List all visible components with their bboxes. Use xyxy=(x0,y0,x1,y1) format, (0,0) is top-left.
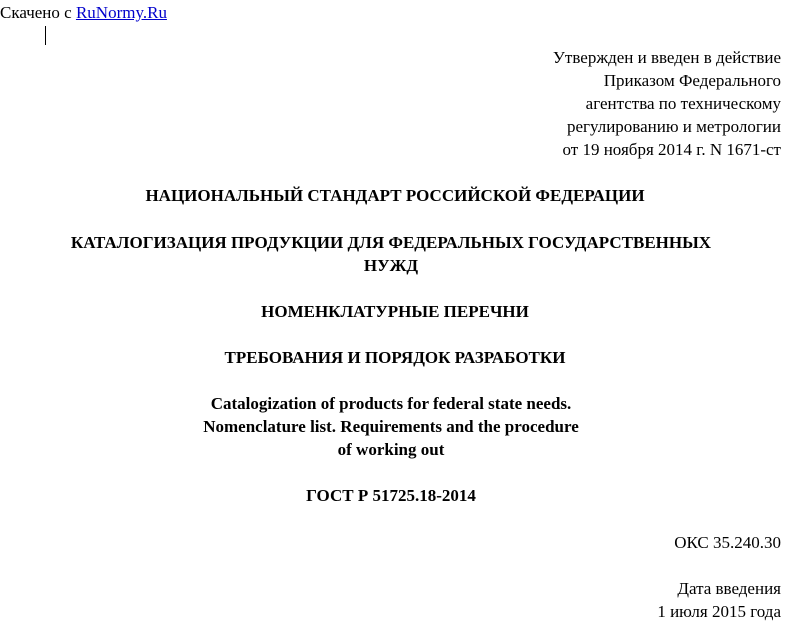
approval-line: Приказом Федерального xyxy=(603,71,781,90)
english-title-line: Catalogization of products for federal state needs. xyxy=(210,394,572,413)
english-title xyxy=(0,392,782,461)
source-line xyxy=(0,1,167,24)
source-prefix: Скачено с xyxy=(0,3,76,22)
english-title-line: of working out xyxy=(337,440,445,459)
introduction-date-value: 1 июля 2015 года xyxy=(657,602,781,621)
national-standard-heading: НАЦИОНАЛЬНЫЙ СТАНДАРТ РОССИЙСКОЙ ФЕДЕРАЦИИ xyxy=(145,186,645,205)
introduction-date-block xyxy=(657,577,781,623)
source-link[interactable]: RuNormy.Ru xyxy=(75,3,167,22)
catalog-heading-line: НУЖД xyxy=(363,256,419,275)
approval-line: Утвержден и введен в действие xyxy=(552,48,781,67)
approval-block xyxy=(553,46,781,161)
catalog-heading xyxy=(0,231,782,277)
nomenclature-heading: НОМЕНКЛАТУРНЫЕ ПЕРЕЧНИ xyxy=(261,302,529,321)
introduction-date-label: Дата введения xyxy=(677,579,781,598)
approval-line: агентства по техническому xyxy=(585,94,781,113)
english-title-line: Nomenclature list. Requirements and the procedure xyxy=(203,417,579,436)
text-cursor xyxy=(45,26,46,45)
approval-line: от 19 ноября 2014 г. N 1671-ст xyxy=(562,140,781,159)
oks-code: ОКС 35.240.30 xyxy=(674,533,781,552)
catalog-heading-line: КАТАЛОГИЗАЦИЯ ПРОДУКЦИИ ДЛЯ ФЕДЕРАЛЬНЫХ ГОСУДАРСТВЕННЫХ xyxy=(70,233,712,252)
approval-line: регулированию и метрологии xyxy=(566,117,781,136)
gost-number: ГОСТ Р 51725.18-2014 xyxy=(306,486,476,505)
requirements-heading: ТРЕБОВАНИЯ И ПОРЯДОК РАЗРАБОТКИ xyxy=(224,348,566,367)
